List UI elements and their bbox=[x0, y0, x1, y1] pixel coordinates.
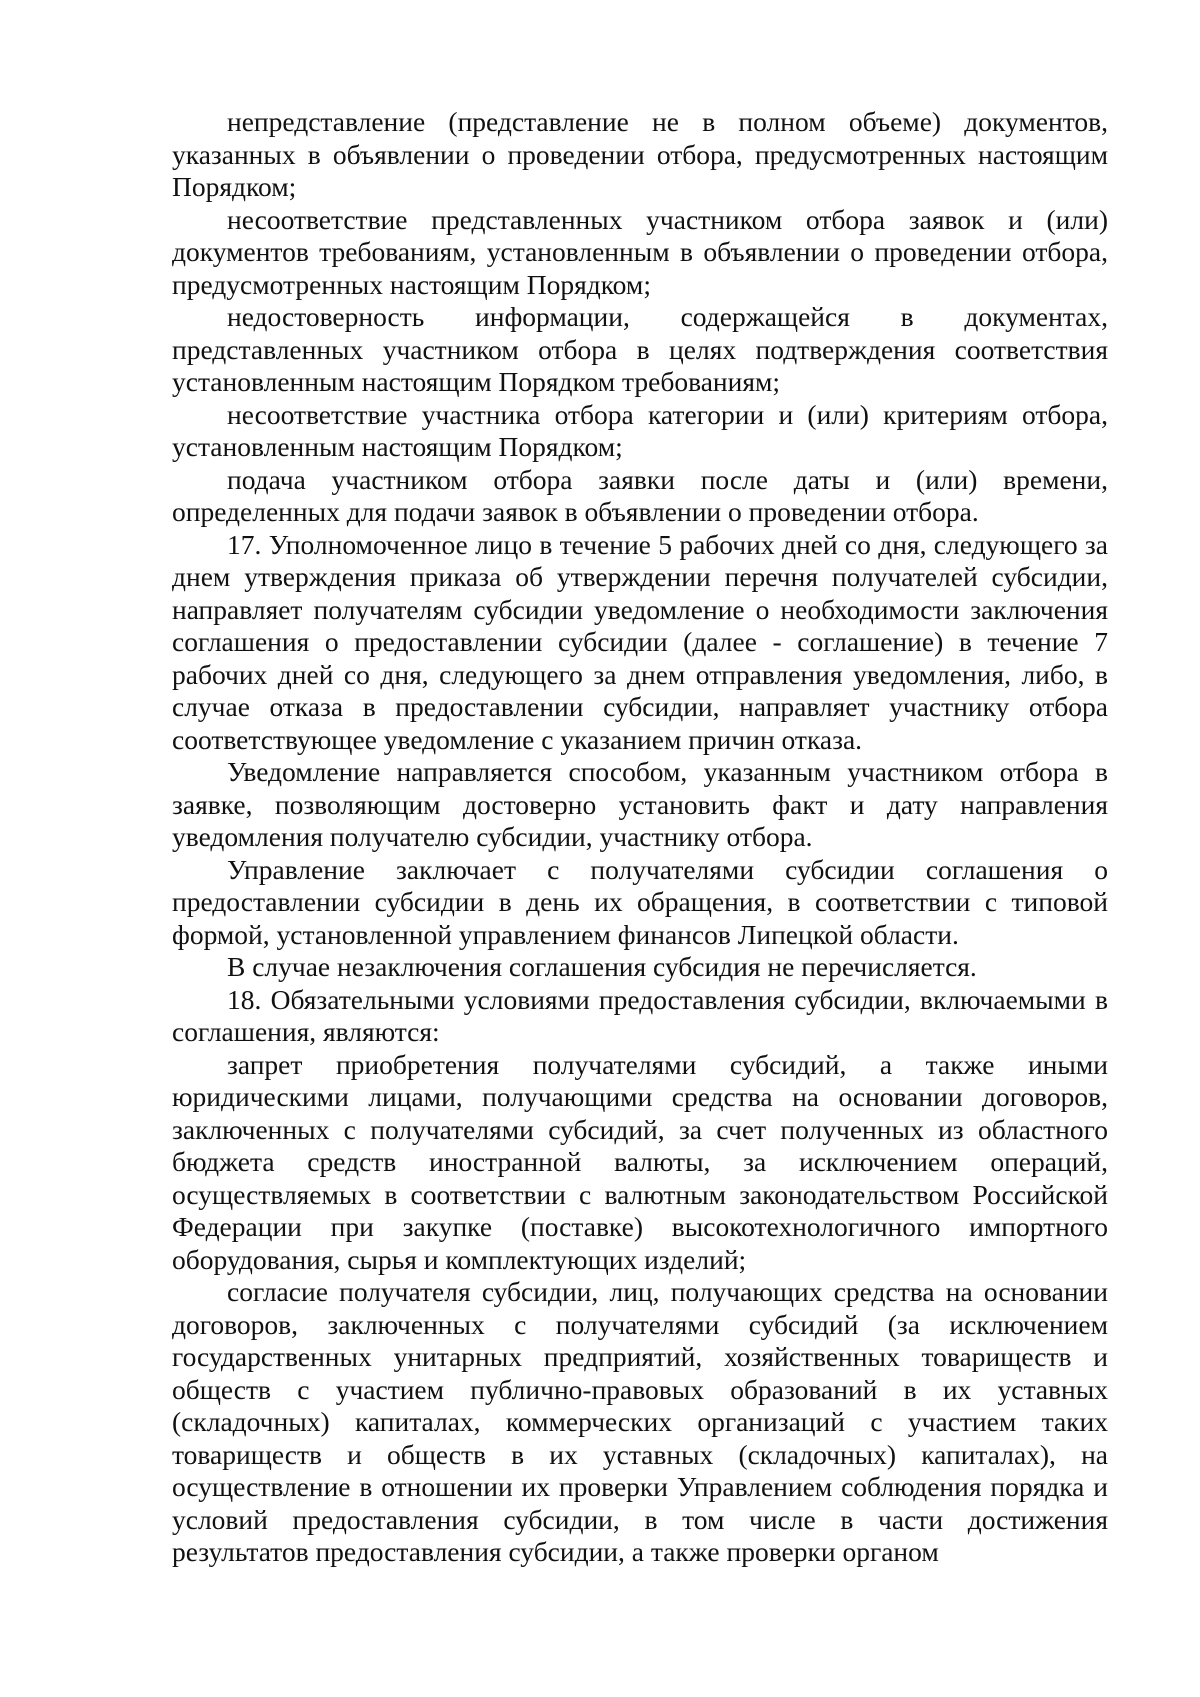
paragraph-late-submission: подача участником отбора заявки после даты и (или) времени, определенных для подачи заявок в объявлении о проведении отбора. bbox=[172, 463, 1108, 527]
paragraph-noncompliance-documents: несоответствие представленных участником отбора заявок и (или) документов требованиям, установленным в объявлении о проведении отбора, предусмотренных настоящим Порядком; bbox=[172, 203, 1108, 300]
paragraph-notification-method: Уведомление направляется способом, указанным участником отбора в заявке, позволяющим достоверно установить факт и дату направления уведомления получателю субсидии, участнику отбора. bbox=[172, 756, 1108, 852]
paragraph-item-18: 18. Обязательными условиями предоставления субсидии, включаемыми в соглашения, являются: bbox=[172, 983, 1108, 1047]
paragraph-item-17: 17. Уполномоченное лицо в течение 5 рабочих дней со дня, следующего за днем утверждения приказа об утверждении перечня получателей субсидии, направляет получателям субсидии уведомление о необходимости заключения соглашения о предоставлении субсидии (далее - соглашение) в течение 7 рабочих дней со дня, следующего за днем отправления уведомления, либо, в случае отказа в предоставлении субсидии, направляет участнику отбора соответствующее уведомление с указанием причин отказа. bbox=[172, 528, 1108, 755]
paragraph-currency-ban: запрет приобретения получателями субсидий, а также иными юридическими лицами, получающими средства на основании договоров, заключенных с получателями субсидий, за счет полученных из областного бюджета средств иностранной валюты, за исключением операций, осуществляемых в соответствии с валютным законодательством Российской Федерации при закупке (поставке) высокотехнологичного импортного оборудования, сырья и комплектующих изделий; bbox=[172, 1048, 1108, 1275]
paragraph-unreliable-information: недостоверность информации, содержащейся в документах, представленных участником отбора в целях подтверждения соответствия установленным настоящим Порядком требованиям; bbox=[172, 301, 1108, 397]
document-body bbox=[172, 106, 1108, 1569]
paragraph-noncompliance-participant: несоответствие участника отбора категории и (или) критериям отбора, установленным настоящим Порядком; bbox=[172, 398, 1108, 462]
paragraph-incomplete-documents: непредставление (представление не в полном объеме) документов, указанных в объявлении о проведении отбора, предусмотренных настоящим Порядком; bbox=[172, 106, 1108, 202]
paragraph-inspection-consent: согласие получателя субсидии, лиц, получающих средства на основании договоров, заключенных с получателями субсидий (за исключением государственных унитарных предприятий, хозяйственных товариществ и обществ с участием публично-правовых образований в их уставных (складочных) капиталах, коммерческих организаций с участием таких товариществ и обществ в их уставных (складочных) капиталах), на осуществление в отношении их проверки Управлением соблюдения порядка и условий предоставления субсидии, в том числе в части достижения результатов предоставления субсидии, а также проверки органом bbox=[172, 1276, 1108, 1567]
paragraph-agreement-conclusion: Управление заключает с получателями субсидии соглашения о предоставлении субсидии в день их обращения, в соответствии с типовой формой, установленной управлением финансов Липецкой области. bbox=[172, 853, 1108, 950]
paragraph-no-agreement: В случае незаключения соглашения субсидия не перечисляется. bbox=[227, 951, 977, 982]
